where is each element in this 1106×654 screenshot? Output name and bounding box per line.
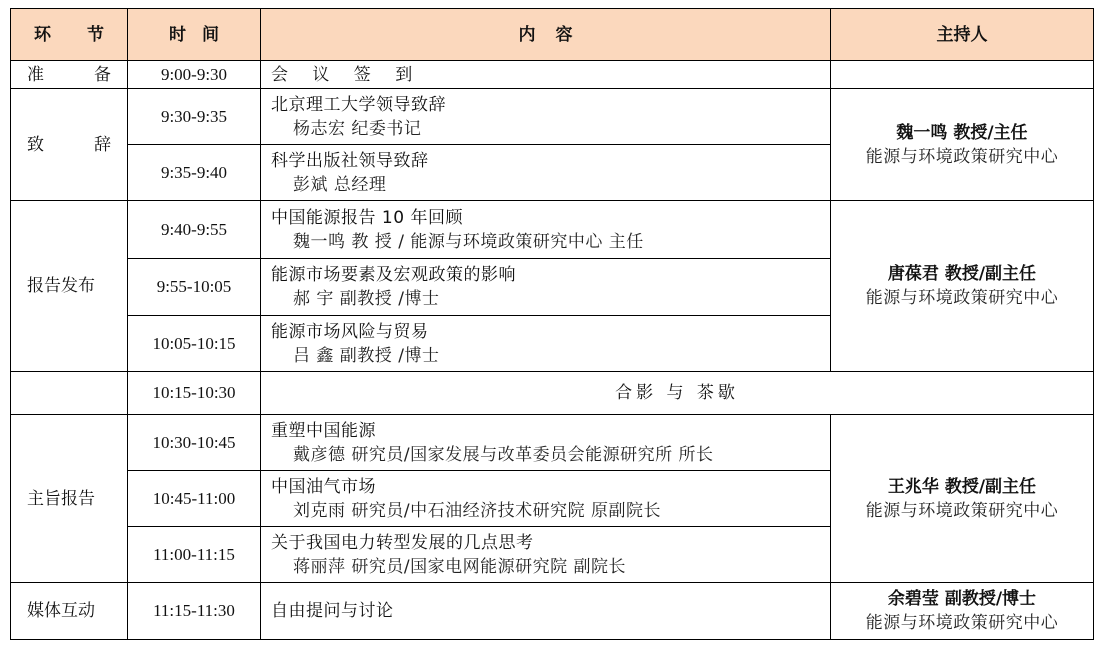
table-row bbox=[11, 61, 1094, 89]
table-row bbox=[11, 89, 1094, 145]
header-host: 主持人 bbox=[831, 9, 1094, 61]
time-cell: 10:45-11:00 bbox=[128, 471, 261, 527]
segment-cell: 媒体互动 bbox=[11, 583, 128, 640]
header-content: 内 容 bbox=[261, 9, 831, 61]
content-cell: 自由提问与讨论 bbox=[261, 583, 831, 640]
segment-cell: 报告发布 bbox=[11, 201, 128, 372]
content-cell: 中国能源报告 10 年回顾 魏一鸣 教 授 / 能源与环境政策研究中心 主任 bbox=[261, 201, 831, 259]
content-cell: 重塑中国能源 戴彦德 研究员/国家发展与改革委员会能源研究所 所长 bbox=[261, 415, 831, 471]
time-cell: 10:15-10:30 bbox=[128, 372, 261, 415]
time-cell: 9:30-9:35 bbox=[128, 89, 261, 145]
content-cell: 会 议 签 到 bbox=[261, 61, 831, 89]
content-cell: 合影 与 茶歇 bbox=[261, 372, 1094, 415]
content-cell: 关于我国电力转型发展的几点思考 蒋丽萍 研究员/国家电网能源研究院 副院长 bbox=[261, 527, 831, 583]
host-cell: 余碧莹 副教授/博士 能源与环境政策研究中心 bbox=[831, 583, 1094, 640]
content-cell: 北京理工大学领导致辞 杨志宏 纪委书记 bbox=[261, 89, 831, 145]
time-cell: 10:30-10:45 bbox=[128, 415, 261, 471]
table-row bbox=[11, 201, 1094, 259]
time-cell: 9:35-9:40 bbox=[128, 145, 261, 201]
host-cell: 王兆华 教授/副主任 能源与环境政策研究中心 bbox=[831, 415, 1094, 583]
content-cell: 中国油气市场 刘克雨 研究员/中石油经济技术研究院 原副院长 bbox=[261, 471, 831, 527]
time-cell: 11:00-11:15 bbox=[128, 527, 261, 583]
table-row bbox=[11, 583, 1094, 640]
content-cell: 能源市场要素及宏观政策的影响 郝 宇 副教授 /博士 bbox=[261, 259, 831, 316]
segment-cell bbox=[11, 372, 128, 415]
host-cell: 魏一鸣 教授/主任 能源与环境政策研究中心 bbox=[831, 89, 1094, 201]
content-cell: 科学出版社领导致辞 彭斌 总经理 bbox=[261, 145, 831, 201]
table-row bbox=[11, 372, 1094, 415]
time-cell: 9:55-10:05 bbox=[128, 259, 261, 316]
host-cell bbox=[831, 61, 1094, 89]
header-time: 时 间 bbox=[128, 9, 261, 61]
time-cell: 9:40-9:55 bbox=[128, 201, 261, 259]
content-cell: 能源市场风险与贸易 吕 鑫 副教授 /博士 bbox=[261, 316, 831, 372]
segment-cell: 主旨报告 bbox=[11, 415, 128, 583]
agenda-table bbox=[10, 8, 1094, 640]
table-row bbox=[11, 415, 1094, 471]
header-row bbox=[11, 9, 1094, 61]
header-segment: 环 节 bbox=[11, 9, 128, 61]
time-cell: 10:05-10:15 bbox=[128, 316, 261, 372]
time-cell: 11:15-11:30 bbox=[128, 583, 261, 640]
segment-cell: 准 备 bbox=[11, 61, 128, 89]
time-cell: 9:00-9:30 bbox=[128, 61, 261, 89]
segment-cell: 致 辞 bbox=[11, 89, 128, 201]
host-cell: 唐葆君 教授/副主任 能源与环境政策研究中心 bbox=[831, 201, 1094, 372]
